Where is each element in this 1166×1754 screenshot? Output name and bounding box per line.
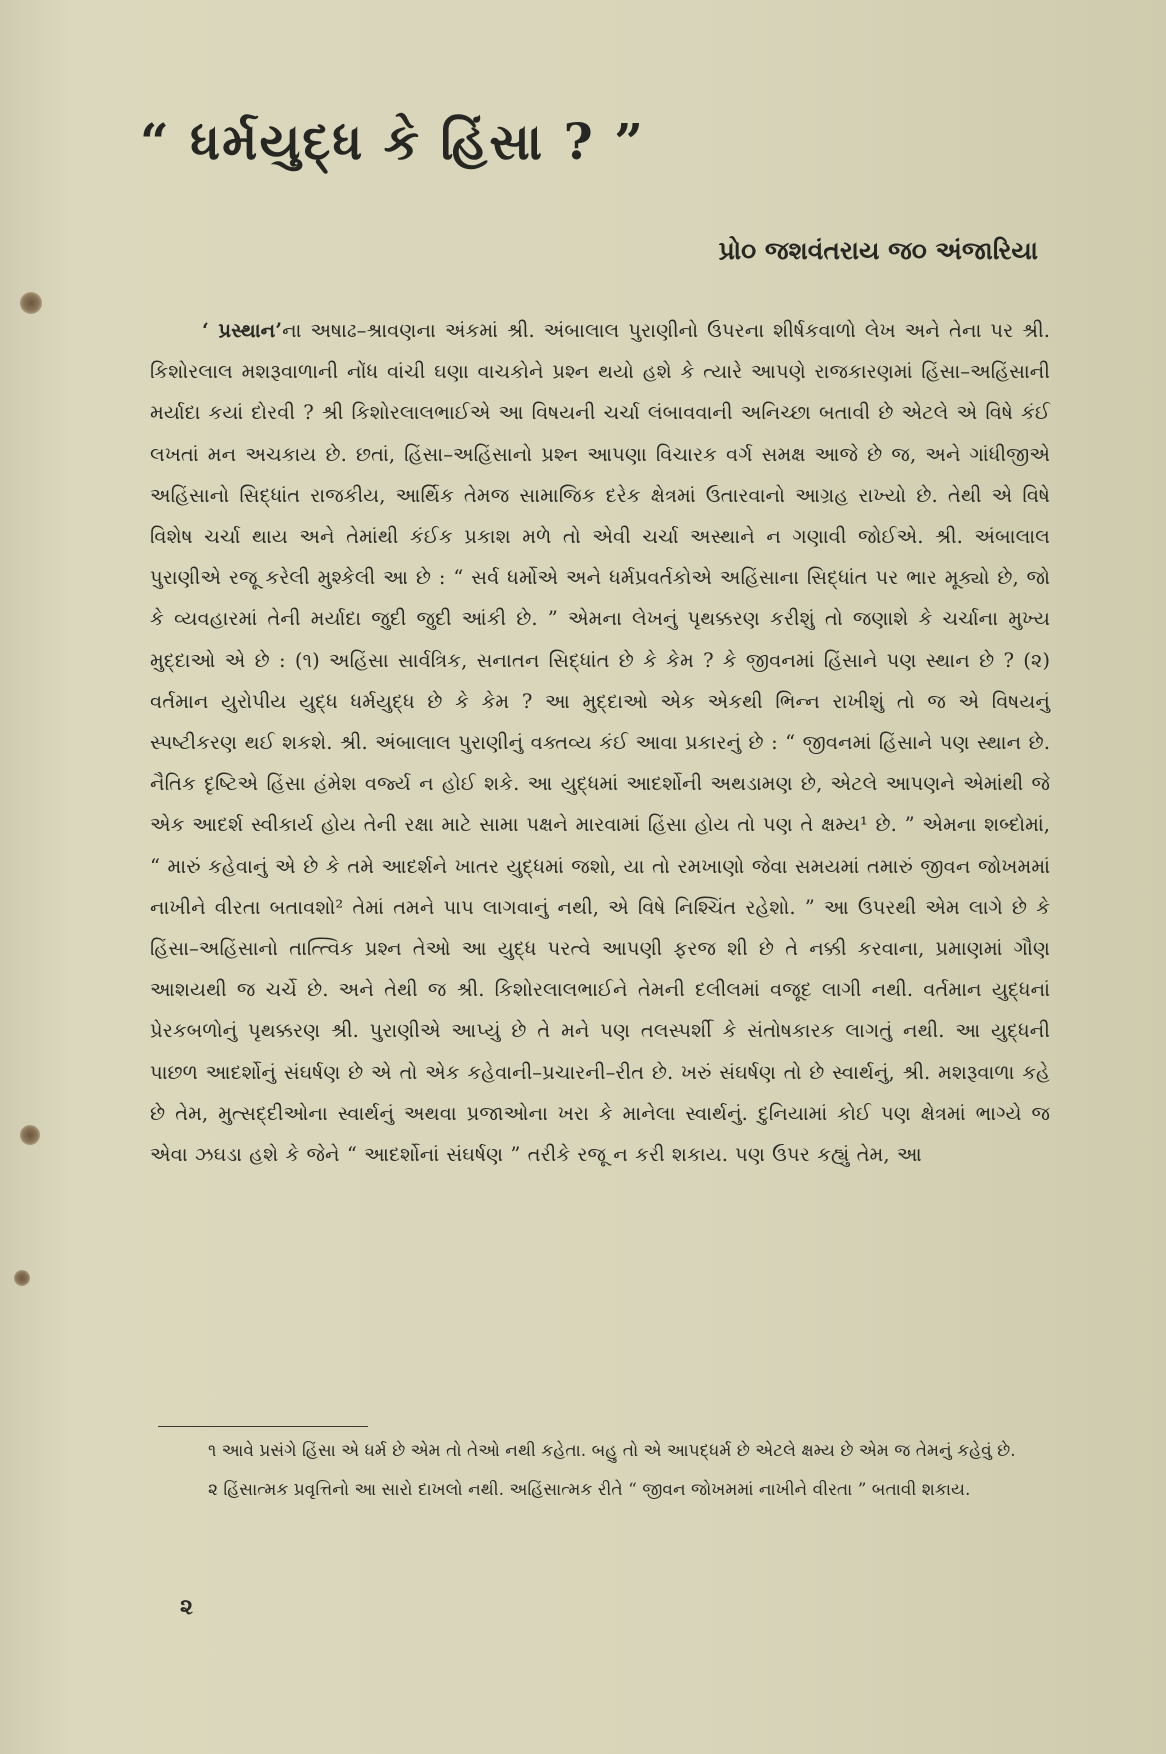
footnotes [150, 1432, 1050, 1510]
lead-word: ‘ પ્રસ્થાન’ [202, 319, 283, 342]
punch-hole [14, 1270, 30, 1286]
punch-hole [20, 1125, 40, 1145]
body-text: ના અષાઢ–શ્રાવણના અંકમાં શ્રી. અંબાલાલ પુરાણીનો ઉપરના શીર્ષકવાળો લેખ અને તેના પર શ્રી. કિશોરલાલ મશરૂવાળાની નોંધ વાંચી ઘણા વાચકોને પ્રશ્ન થયો હશે કે ત્યારે આપણે રાજકારણમાં હિંસા–અહિંસાની મર્યાદા કયાં દોરવી ? શ્રી કિશોરલાલભાઈએ આ વિષયની ચર્ચા લંબાવવાની અનિચ્છા બતાવી છે એટલે એ વિષે કંઈ લખતાં મન અચકાય છે. છતાં, હિંસા–અહિંસાનો પ્રશ્ન આપણા વિચારક વર્ગ સમક્ષ આજે છે જ, અને ગાંધીજીએ અહિંસાનો સિદ્ધાંત રાજકીય, આર્થિક તેમજ સામાજિક દરેક ક્ષેત્રમાં ઉતારવાનો આગ્રહ રાખ્યો છે. તેથી એ વિષે વિશેષ ચર્ચા થાય અને તેમાંથી કંઈક પ્રકાશ મળે તો એવી ચર્ચા અસ્થાને ન ગણાવી જોઈએ. શ્રી. અંબાલાલ પુરાણીએ રજૂ કરેલી મુશ્કેલી આ છે : “ સર્વ ધર્મોએ અને ધર્મપ્રવર્તકોએ અહિંસાના સિદ્ધાંત પર ભાર મૂક્યો છે, જો કે વ્યવહારમાં તેની મર્યાદા જુદી જુદી આંકી છે. ” એમના લેખનું પૃથક્કરણ કરીશું તો જણાશે કે ચર્ચાના મુખ્ય મુદ્દાઓ એ છે : (૧) અહિંસા સાર્વત્રિક, સનાતન સિદ્ધાંત છે કે કેમ ? કે જીવનમાં હિંસાને પણ સ્થાન છે ? (૨) વર્તમાન યુરોપીય યુદ્ધ ધર્મયુદ્ધ છે કે કેમ ? આ મુદ્દાઓ એક એકથી ભિન્ન રાખીશું તો જ એ વિષયનું સ્પષ્ટીકરણ થઈ શકશે. શ્રી. અંબાલાલ પુરાણીનું વક્તવ્ય કંઈ આવા પ્રકારનું છે : “ જીવનમાં હિંસાને પણ સ્થાન છે. નૈતિક દૃષ્ટિએ હિંસા હંમેશ વર્જ્ય ન હોઈ શકે. આ યુદ્ધમાં આદર્શોની અથડામણ છે, એટલે આપણને એમાંથી જે એક આદર્શ સ્વીકાર્ય હોય તેની રક્ષા માટે સામા પક્ષને મારવામાં હિંસા હોય તો પણ તે ક્ષમ્ય¹ છે. ” એમના શબ્દોમાં, “ મારું કહેવાનું એ છે કે તમે આદર્શને ખાતર યુદ્ધમાં જશો, યા તો રમખાણો જેવા સમયમાં તમારું જીવન જોખમમાં નાખીને વીરતા બતાવશો² તેમાં તમને પાપ લાગવાનું નથી, એ વિષે નિશ્ચિંત રહેશો. ” આ ઉપરથી એમ લાગે છે કે હિંસા–અહિંસાનો તાત્ત્વિક પ્રશ્ન તેઓ આ યુદ્ધ પરત્વે આપણી ફરજ શી છે તે નક્કી કરવાના, પ્રમાણમાં ગૌણ આશયથી જ ચર્ચે છે. અને તેથી જ શ્રી. કિશોરલાલભાઈને તેમની દલીલમાં વજૂદ લાગી નથી. વર્તમાન યુદ્ધનાં પ્રેરકબળોનું પૃથક્કરણ શ્રી. પુરાણીએ આપ્યું છે તે મને પણ તલસ્પર્શી કે સંતોષકારક લાગતું નથી. આ યુદ્ધની પાછળ આદર્શોનું સંઘર્ષણ છે એ તો એક કહેવાની–પ્રચારની–રીત છે. ખરું સંઘર્ષણ તો છે સ્વાર્થનું, શ્રી. મશરૂવાળા કહે છે તેમ, મુત્સદ્દીઓના સ્વાર્થનું અથવા પ્રજાઓના ખરા કે માનેલા સ્વાર્થનું. દુનિયામાં કોઈ પણ ક્ષેત્રમાં ભાગ્યે જ એવા ઝઘડા હશે કે જેને “ આદર્શોનાં સંઘર્ષણ ” તરીકે રજૂ ન કરી શકાય. પણ ઉપર કહ્યું તેમ, આ [150, 319, 1050, 1167]
article-author: પ્રો૦ જશવંતરાય જ૦ અંજારિયા [718, 236, 1038, 265]
footnote-2: ૨ હિંસાત્મક પ્રવૃત્તિનો આ સારો દાખલો નથી. અહિંસાત્મક રીતે “ જીવન જોખમમાં નાખીને વીરતા ” બતાવી શકાય. [208, 1480, 971, 1500]
body-paragraph [150, 310, 1050, 1175]
article-body [150, 310, 1050, 1175]
footnote-1: ૧ આવે પ્રસંગે હિંસા એ ધર્મ છે એમ તો તેઓ નથી કહેતા. બહુ તો એ આપદ્ધર્મ છે એટલે ક્ષમ્ય છે એમ જ તેમનું કહેવું છે. [208, 1441, 1016, 1461]
footnote-divider [158, 1426, 368, 1427]
punch-hole [20, 292, 42, 314]
page-number: ૨ [180, 1594, 193, 1620]
article-title: “ ધર્મયુદ્ધ કે હિંસા ? ” [140, 112, 645, 171]
